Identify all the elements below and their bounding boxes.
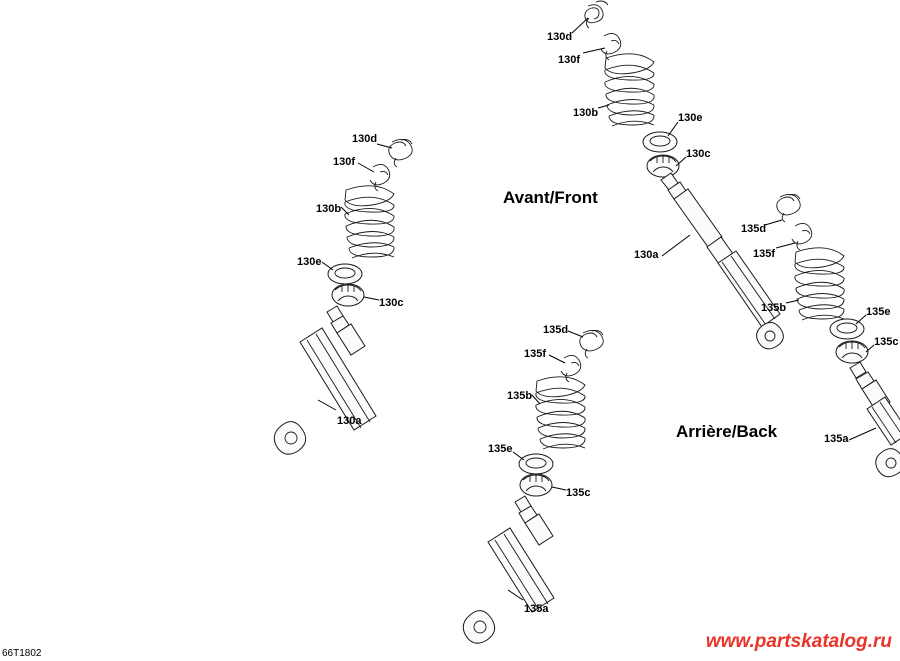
callout-135c-left: 135c [566, 487, 591, 499]
part-135f-right [792, 223, 812, 250]
part-135a-back-shock-right [850, 362, 900, 477]
part-130c-upper-left-nut [332, 284, 364, 306]
watermark: www.partskatalog.ru [705, 631, 892, 652]
callout-130e-upper-right: 130e [678, 112, 703, 124]
callout-130d-upper-left: 130d [352, 133, 378, 145]
callout-135d-right: 135d [741, 223, 767, 235]
part-135e-left-washer [519, 454, 553, 474]
part-130b-upper-left-spring [345, 186, 394, 258]
callout-135c-right: 135c [874, 336, 899, 348]
part-135c-left-nut [520, 474, 552, 496]
part-130d-upper-left [389, 139, 412, 167]
callout-130b-upper-left: 130b [316, 203, 342, 215]
callout-135e-left: 135e [488, 443, 513, 455]
callout-130a-upper-right: 130a [634, 249, 659, 261]
document-code: 66T1802 [2, 648, 42, 659]
callout-135d-left: 135d [543, 324, 569, 336]
callout-130f-upper-right: 130f [558, 54, 581, 66]
callout-130b-upper-right: 130b [573, 107, 599, 119]
part-130f-upper-right [601, 33, 621, 60]
part-130b-upper-right-spring [605, 54, 654, 126]
callout-135b-left: 135b [507, 390, 533, 402]
callout-135a-right: 135a [824, 433, 849, 445]
part-130c-upper-right-nut [647, 155, 679, 177]
part-130d-upper-right [585, 1, 608, 28]
part-135a-back-shock-left [463, 496, 554, 643]
section-label-front: Avant/Front [503, 188, 598, 207]
part-135c-right-nut [836, 341, 868, 363]
part-130a-front-shock-left [274, 306, 376, 454]
part-135b-right-spring [795, 248, 844, 320]
callout-135f-left: 135f [524, 348, 547, 360]
part-135b-left-spring [536, 377, 585, 449]
callout-135b-right: 135b [761, 302, 787, 314]
callout-135e-right: 135e [866, 306, 891, 318]
section-label-back: Arrière/Back [676, 422, 778, 441]
callout-130c-upper-left: 130c [379, 297, 404, 309]
part-130e-upper-left-washer [328, 264, 362, 284]
callout-130e-upper-left: 130e [297, 256, 322, 268]
callout-130c-upper-right: 130c [686, 148, 711, 160]
part-130e-upper-right-washer [643, 132, 677, 152]
callout-135f-right: 135f [753, 248, 776, 260]
callout-135a-left: 135a [524, 603, 549, 615]
callout-130a-upper-left: 130a [337, 415, 362, 427]
part-130a-front-shock-right [661, 173, 783, 349]
part-135d-right [777, 194, 800, 222]
callout-130d-upper-right: 130d [547, 31, 573, 43]
callout-130f-upper-left: 130f [333, 156, 356, 168]
part-135d-left [580, 330, 603, 358]
